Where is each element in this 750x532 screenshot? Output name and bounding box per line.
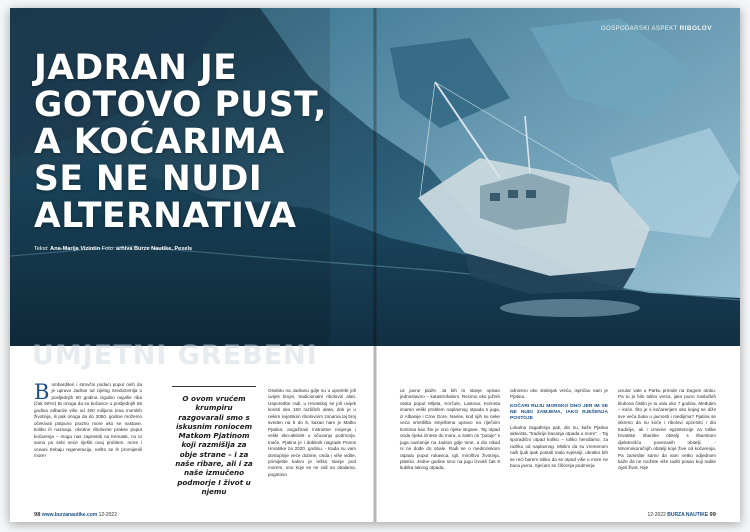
credit-text-label: Tekst: (34, 246, 49, 252)
page-number-left: 98 (34, 512, 41, 518)
body-text-4: Lokalna zagađenja pak, dio su, kaže Pjatina aktivista, "tradicije bacanja otpada u more". - Taj sporadični otpad koliko – toliko hendlamo, za razliku od naplavnog. Mislim da su vremenom naši ljudi ipak postali malo svjesniji, ukratko bih se reći barem toliko da se otpad više u more ne baca javno. Sjećam se čišćenja podmorja (510, 424, 608, 469)
pull-quote: O ovom vrućem krumpiru razgovarali smo s iskusnim roniocem Matkom Pjatinom koji razmišlja za obje strane – i za naše ribare, ali i za naše izmučeno podmorje I život u njemu (172, 386, 256, 496)
page-number-right: 99 (709, 512, 716, 518)
body-text-2: Osobito na Jadranu gdje su u upotrebi još uvijek brojni, tradicionalni ribolovni alati. Usporedbe radi, u Hrvatskoj se još uvijek koristi oko 150 različitih alata, dok je u nekim svjetskim ribolovnim zonama taj broj sveden na 5 do 6, kazao nam je Matko Pjatina, angažirani instruktor ronjenja i veliki eko-aktivist u očuvanju podmorja. Inače, Pjatina je i dobitnik nagrade Ponos Hrvatske za 2020. godinu. - Kada su vam dostupnije veće dubine, onda i više vidite, primijetite kakvo je teško stanje pod morem, ono koje se ne vidi na obalama, pogotovo (268, 388, 356, 477)
body-text-1: ombarditeri i strovčni podaci poput onih da je upravo Jadran od cijelog Sredozemlja u posljednjih 50 godina izgubio najviše riba (čak 50%!) Bi onoga da su kočarice u posljednjih 65 godina odbacile više od 400 milijuna tona morskih životinja, ili pak onoga da do 2050. godine možemo očekivati potpuno prazno more ako se nastave, koliko ih nazivaju, okrutne ribolovne prakse poput kočarenja – mogu nas zaprestiti na trenutak, no to samo po sebi neće riješiti ovaj problem. more i oceani trebaju regeneraciju, nešto se ih promijenili more! (34, 382, 142, 458)
body-column-4 (510, 388, 608, 470)
footer-right (647, 512, 716, 518)
credit-photo-author: arhiva Burze Nautike, Pexels (115, 246, 193, 252)
ghost-heading: UMJETNI GREBENI (32, 340, 318, 371)
body-column-1 (34, 382, 142, 459)
section-label (601, 25, 712, 32)
footer-left (34, 512, 117, 518)
sub-heading: KOČARI RUJU MORSKO DNO JER IM SE NE NUDI ZAMJENA, IAKO RJEŠENJA POSTOJE (510, 403, 608, 422)
body-text-5: unutar vale u Parku prirode na Dugom otoku. Pa tu je bilo toliko vreća, jako puno ronilačkih klubova čistilo je tu valu oko 7 godina. Međutim – koće. Što je s kočarenjem oko kojeg se diže sve veća buka u javnosti i medijima? Pjatina se iskreno da su koće i ribolovi općenito i dio tradicije, ali i izravne egzistencije za tolike hrvatske ribarske obitelji s ribarskom djelatnošću povezanih obitelji. - Mnomokoračnjih obitelji koje žive od kočarenja. Pa zamislite samo da vam netko odjednom kaže da ne možete više raditi posao koji radite cijeli život. Nije (618, 388, 716, 471)
footer-date-left: 12-2022 (98, 512, 117, 518)
footer-url: www.burzanautike.com (41, 512, 98, 518)
body-text-3: uz javne plaže. Ja bih to stanje opisao jednostavno – katastrofalnim. Recimo oko južnih otoka poput Mljeta, Korčule, Lastova, Korneta imamo veliki problem naplavnog otpada s juga, iz Albanije i Crne Gore. Naime, kod njih su neke veća smetlišta smještena upravo na riječnim koritima kao što je ono rijeke Bojane. Taj otpad onda rijeka iznese do mora, a zatim on "putuje" s juga ravnanije na Jadran gdje tone, a dio nikad ni ne dođe do obale. Radi se o medicinskom otpadu poput rukavica, igli, mnoštvu životinja, plastici. Jedne godine smo na jugu izvukli čak 8 kubika takvog otpada, (400, 388, 500, 471)
drop-cap: B (34, 380, 50, 404)
magazine-spread (10, 8, 740, 522)
article-credits (34, 246, 192, 252)
section-name: RIBOLOV (679, 25, 712, 32)
page-gutter (373, 8, 377, 522)
footer-brand: BURZA NAUTIKE (667, 512, 709, 518)
body-column-3 (400, 388, 500, 472)
footer-date-right: 12-2022 (647, 512, 666, 518)
article-headline: JADRAN JE GOTOVO PUST, A KOĆARIMA SE NE NUDI ALTERNATIVA (34, 48, 327, 236)
section-prefix: GOSPODARSKI ASPEKT (601, 26, 678, 32)
credit-photo-label: Foto: (101, 246, 115, 252)
body-column-2 (268, 388, 356, 478)
body-column-5 (618, 388, 716, 472)
body-text-4-intro: odnosno oko stotinjak vreća, ispričao nam je Pjatina. (510, 388, 608, 400)
credit-text-author: Ana-Marija Vizintin (50, 246, 101, 252)
